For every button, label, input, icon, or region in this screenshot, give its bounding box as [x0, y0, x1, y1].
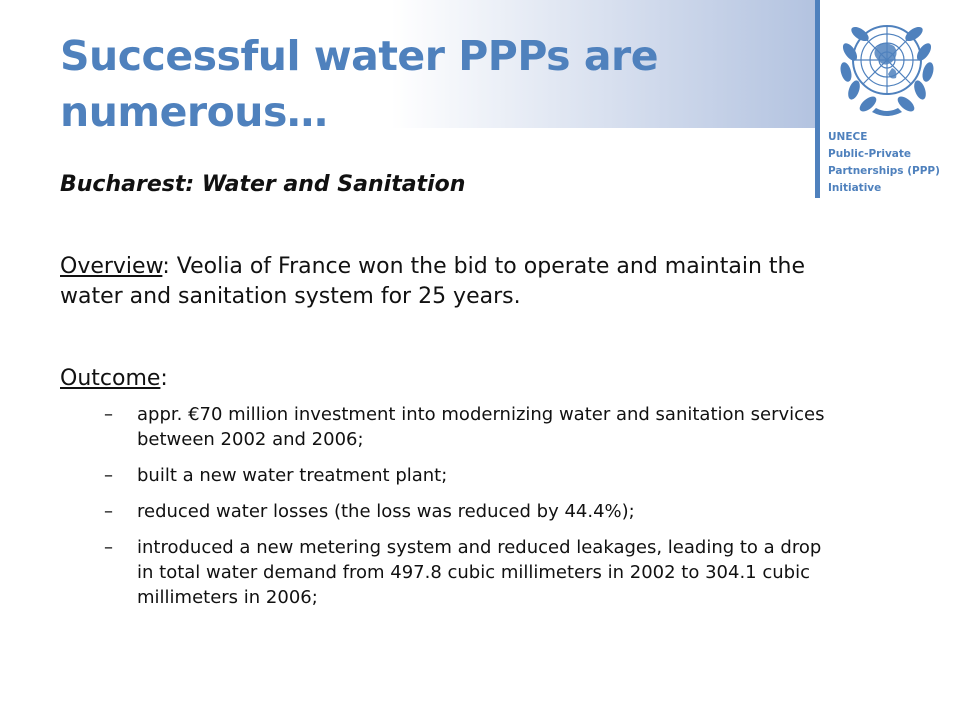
list-item-text: introduced a new metering system and reduced leakages, leading to a drop in total water demand from 497.8 cubic millimeters in 2002 to 304.1 cubic millimeters in 2006; — [137, 537, 822, 608]
brand-line: Partnerships (PPP) — [828, 165, 940, 177]
dash-marker: – — [104, 501, 113, 522]
outcome-suffix: : — [160, 366, 168, 391]
un-emblem-icon — [832, 8, 942, 122]
list-item — [0, 463, 830, 488]
outcome-heading — [60, 364, 168, 394]
brand-line: Initiative — [828, 182, 882, 194]
brand-line: UNECE — [828, 131, 868, 143]
brand-line: Public-Private — [828, 148, 912, 160]
dash-marker: – — [104, 404, 113, 425]
list-item-text: built a new water treatment plant; — [137, 465, 448, 486]
list-item — [0, 499, 830, 524]
list-item — [0, 535, 830, 610]
overview-text: : Veolia of France won the bid to operate and maintain the water and sanitation system for 25 years. — [60, 254, 806, 309]
outcome-list — [0, 402, 830, 621]
outcome-label: Outcome — [60, 366, 161, 391]
slide-title: Successful water PPPs are numerous… — [60, 32, 659, 136]
list-item — [0, 402, 830, 452]
overview-label: Overview — [60, 254, 163, 279]
list-item-text: reduced water losses (the loss was reduced by 44.4%); — [137, 501, 635, 522]
list-item-text: appr. €70 million investment into modernizing water and sanitation services between 2002 and 2006; — [137, 404, 825, 450]
dash-marker: – — [104, 465, 113, 486]
brand-accent-bar — [815, 0, 820, 198]
slide-subtitle: Bucharest: Water and Sanitation — [60, 172, 466, 197]
overview-paragraph — [60, 252, 820, 312]
dash-marker: – — [104, 537, 113, 558]
brand-text — [828, 129, 958, 197]
